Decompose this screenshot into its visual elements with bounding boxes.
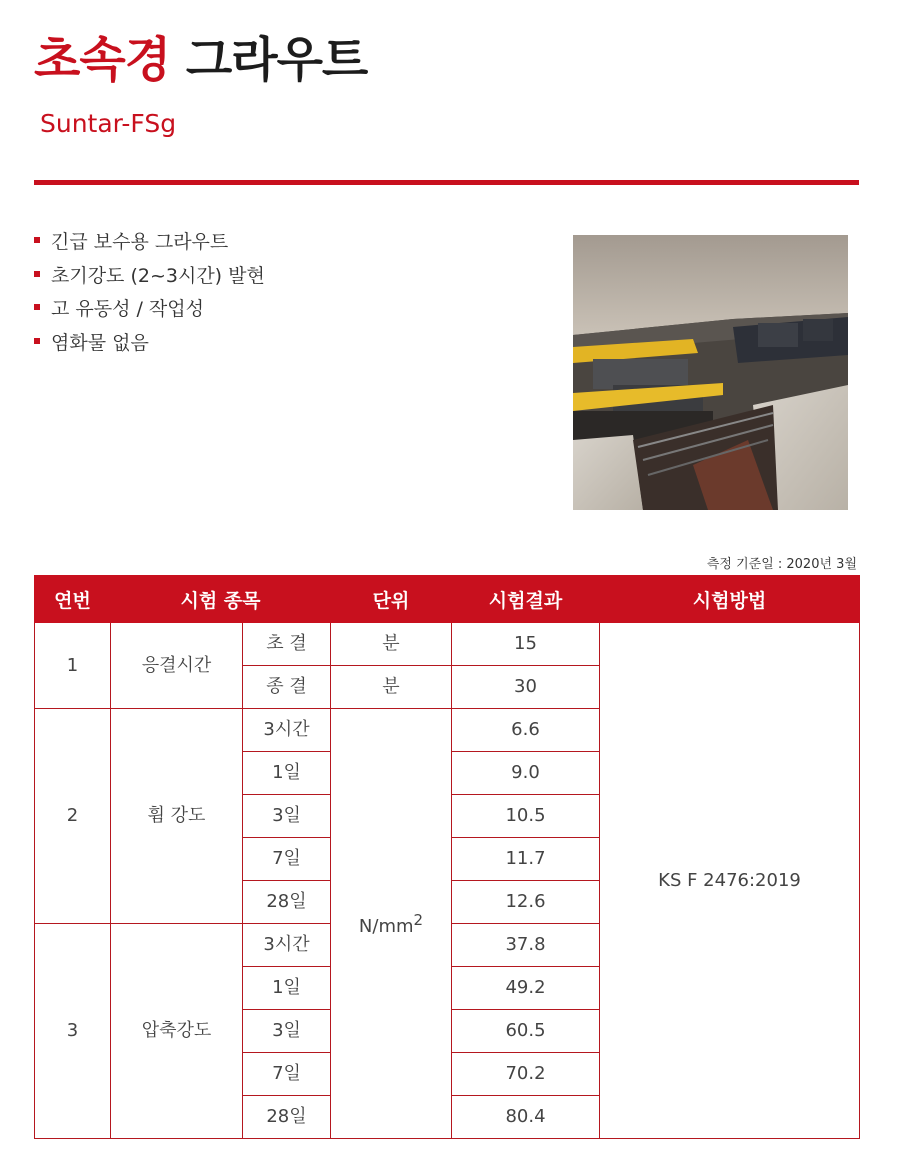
group-no: 3 (35, 924, 111, 1139)
result-cell: 30 (452, 666, 600, 709)
header-method: 시험방법 (600, 576, 860, 623)
feature-text: 긴급 보수용 그라우트 (51, 231, 229, 253)
bridge-bearing-photo (573, 235, 848, 510)
bullet-icon (34, 271, 40, 277)
table-header-row (35, 576, 860, 623)
sub-item: 초 결 (243, 623, 331, 666)
sub-item: 3일 (243, 795, 331, 838)
sub-item: 28일 (243, 881, 331, 924)
product-photo (573, 235, 848, 510)
header-unit: 단위 (331, 576, 452, 623)
result-cell: 12.6 (452, 881, 600, 924)
table-row (35, 623, 860, 666)
result-cell: 6.6 (452, 709, 600, 752)
unit-base: N/mm (358, 916, 414, 937)
group-name: 휨 강도 (111, 709, 243, 924)
page-title (34, 28, 367, 92)
result-cell: 10.5 (452, 795, 600, 838)
feature-item (34, 260, 265, 294)
result-cell: 15 (452, 623, 600, 666)
feature-item (34, 293, 265, 327)
bullet-icon (34, 338, 40, 344)
unit-cell (331, 709, 452, 1139)
result-cell: 11.7 (452, 838, 600, 881)
feature-item (34, 226, 265, 260)
feature-text: 초기강도 (2~3시간) 발현 (51, 264, 265, 287)
measurement-date-note: 측정 기준일 : 2020년 3월 (706, 557, 857, 572)
sub-item: 3시간 (243, 709, 331, 752)
result-cell: 9.0 (452, 752, 600, 795)
result-cell: 37.8 (452, 924, 600, 967)
title-divider (34, 180, 859, 185)
title-accent: 초속경 (34, 32, 171, 88)
sub-item: 3시간 (243, 924, 331, 967)
bullet-icon (34, 304, 40, 310)
sub-item: 28일 (243, 1096, 331, 1139)
feature-list (34, 226, 265, 360)
group-name: 압축강도 (111, 924, 243, 1139)
group-no: 2 (35, 709, 111, 924)
sub-item: 1일 (243, 967, 331, 1010)
method-cell: KS F 2476:2019 (600, 623, 860, 1139)
sub-item: 3일 (243, 1010, 331, 1053)
sub-item: 7일 (243, 838, 331, 881)
feature-text: 고 유동성 / 작업성 (51, 298, 204, 320)
unit-cell: 분 (331, 623, 452, 666)
group-no: 1 (35, 623, 111, 709)
title-rest: 그라우트 (185, 32, 368, 88)
unit-superscript: 2 (413, 911, 424, 929)
result-cell: 80.4 (452, 1096, 600, 1139)
result-cell: 49.2 (452, 967, 600, 1010)
sub-item: 1일 (243, 752, 331, 795)
header-result: 시험결과 (452, 576, 600, 623)
product-code: Suntar-FSg (40, 109, 177, 138)
bullet-icon (34, 237, 40, 243)
header-no: 연번 (35, 576, 111, 623)
feature-text: 염화물 없음 (51, 331, 149, 354)
sub-item: 종 결 (243, 666, 331, 709)
header-item: 시험 종목 (111, 576, 331, 623)
group-name: 응결시간 (111, 623, 243, 709)
unit-cell: 분 (331, 666, 452, 709)
sub-item: 7일 (243, 1053, 331, 1096)
result-cell: 70.2 (452, 1053, 600, 1096)
feature-item (34, 327, 265, 361)
result-cell: 60.5 (452, 1010, 600, 1053)
test-results-table (34, 575, 860, 1139)
